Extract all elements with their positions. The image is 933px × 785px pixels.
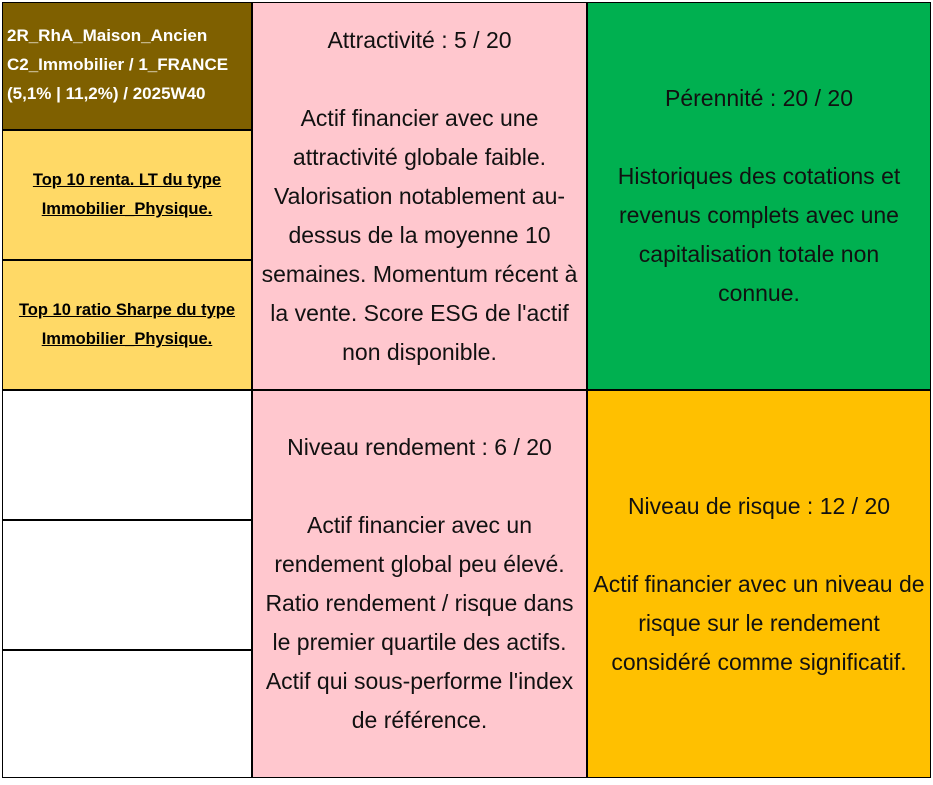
empty-cell [2,390,252,520]
top10-sharpe-cell [2,260,252,390]
perennite-description: Historiques des cotations et revenus complets avec une capitalisation totale non connue. [617,163,901,306]
asset-name: 2R_RhA_Maison_Ancien [7,26,208,45]
perennite-panel [587,2,931,390]
asset-category: C2_Immobilier / 1_FRANCE [7,55,229,74]
rendement-title: Niveau rendement : 6 / 20 [287,434,552,460]
top10-renta-cell [2,130,252,260]
risque-panel [587,390,931,778]
empty-cell [2,520,252,650]
attractivite-panel [252,2,587,390]
asset-header [2,2,252,130]
attractivite-title: Attractivité : 5 / 20 [327,26,512,53]
perennite-title: Pérennité : 20 / 20 [665,85,853,111]
risque-description: Actif financier avec un niveau de risque sur le rendement considéré comme significatif. [593,570,925,675]
rendement-description: Actif financier avec un rendement global peu élevé. Ratio rendement / risque dans le premier quartile des actifs. Actif qui sous-performe l'index de référence. [265,512,574,733]
asset-stats: (5,1% | 11,2%) / 2025W40 [7,84,206,103]
risque-title: Niveau de risque : 12 / 20 [627,492,891,519]
empty-cell [2,650,252,778]
top10-sharpe-link[interactable]: Top 10 ratio Sharpe du type Immobilier_Physique. [18,301,236,348]
top10-renta-link[interactable]: Top 10 renta. LT du type Immobilier_Physique. [32,171,222,218]
rendement-panel [252,390,587,778]
attractivite-description: Actif financier avec une attractivité globale faible. Valorisation notablement au- dessus de la moyenne 10 semaines. Momentum récent à la vente. Score ESG de l'actif non disponible. [261,104,578,365]
